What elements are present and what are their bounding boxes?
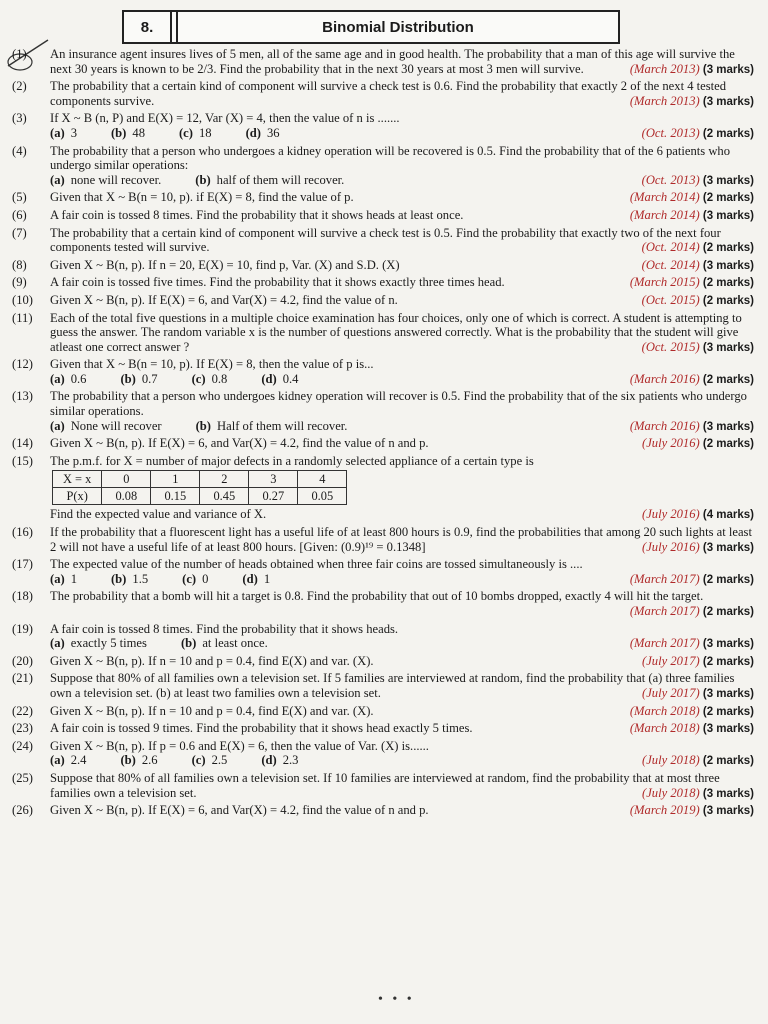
option-key: (a) — [50, 371, 65, 386]
question-text: The probability that a certain kind of component will survive a check test is 0.6. Find the probability that exactly 2 of the next 4 tested components survive. (March 2013) (3 marks) — [50, 79, 754, 108]
question-number: (1) — [12, 47, 27, 61]
marks-label: (3 marks) — [702, 805, 754, 818]
question-item — [0, 226, 768, 256]
marks-label: (3 marks) — [702, 174, 754, 187]
option-key: (b) — [120, 753, 136, 768]
exam-reference — [624, 704, 754, 720]
marks-label: (3 marks) — [702, 687, 754, 700]
answer-options — [50, 419, 754, 435]
option-value: 18 — [198, 125, 212, 140]
exam-session: (March 2017) — [629, 571, 700, 586]
answer-option — [182, 572, 208, 588]
question-number: (19) — [12, 621, 33, 636]
question-item — [0, 208, 768, 224]
answer-option — [179, 126, 212, 142]
question-text: Given X ~ B(n, p). If E(X) = 6, and Var(X) = 4.2, find the value of n and p. (March 2019) (3 marks) — [50, 803, 754, 818]
exam-reference — [636, 258, 754, 274]
pmf-row-p — [53, 488, 347, 505]
question-text: A fair coin is tossed 8 times. Find the probability that it shows heads. — [50, 621, 399, 636]
exam-session: (July 2017) — [642, 653, 700, 668]
question-item — [0, 79, 768, 109]
answer-option — [261, 372, 298, 388]
marks-label: (3 marks) — [702, 638, 754, 651]
question-text: A fair coin is tossed five times. Find the probability that it shows exactly three times head. (March 2015) (2 marks) — [50, 275, 754, 290]
question-text: Suppose that 80% of all families own a television set. If 5 families are interviewed at random, find the probability that (a) three families own a television set. (b) at least two families own a television set. (July 2017) (3 marks) — [50, 671, 754, 700]
pmf-cell-x: 0 — [102, 471, 151, 488]
marks-label: (3 marks) — [702, 259, 754, 272]
exam-reference — [636, 436, 754, 452]
question-item — [0, 721, 768, 737]
question-text: The probability that a bomb will hit a target is 0.8. Find the probability that out of 10 bombs dropped, exactly 4 will hit the target. (March 2017) (2 marks) — [50, 589, 754, 618]
marks-label: (2 marks) — [702, 277, 754, 290]
chapter-title: Binomial Distribution — [322, 18, 474, 36]
exam-session: (March 2013) — [629, 61, 700, 76]
answer-option — [192, 372, 228, 388]
question-text: The probability that a person who undergoes kidney operation will recover is 0.5. Find the probability that of the six patients who undergo similar operations. — [50, 389, 747, 419]
marks-label: (2 marks) — [702, 192, 754, 205]
option-value: 1 — [263, 571, 271, 586]
option-key: (b) — [180, 636, 197, 651]
marks-label: (3 marks) — [702, 420, 754, 433]
option-value: at least once. — [202, 636, 268, 651]
answer-option — [50, 572, 77, 588]
exam-reference — [624, 208, 754, 224]
exam-reference — [624, 190, 754, 206]
exam-session: (March 2014) — [629, 207, 700, 222]
question-item — [0, 111, 768, 141]
question-text — [50, 454, 754, 469]
exam-reference — [624, 572, 754, 588]
question-number: (11) — [12, 310, 33, 325]
question-number: (16) — [12, 525, 33, 540]
exam-reference — [636, 293, 754, 309]
option-key: (a) — [50, 125, 65, 140]
question-item — [0, 671, 768, 701]
answer-option — [50, 636, 147, 652]
question-text: The probability that a certain kind of component will survive a check test is 0.5. Find the probability that exactly two of the next four components tested will survive. (Oct. 2014) (2 marks) — [50, 225, 754, 255]
question-item — [0, 47, 768, 77]
answer-option — [50, 753, 86, 769]
option-value: 0.4 — [282, 371, 299, 386]
question-list — [0, 47, 768, 821]
exam-session: (March 2019) — [629, 803, 700, 818]
option-key: (d) — [245, 125, 261, 140]
marks-label: (2 marks) — [702, 438, 754, 451]
answer-options — [50, 636, 754, 652]
answer-option — [111, 572, 148, 588]
exam-reference — [624, 721, 754, 737]
marks-label: (2 marks) — [702, 242, 754, 255]
exam-session: (July 2017) — [642, 685, 700, 700]
question-text: Suppose that 80% of all families own a television set. If 10 families are interviewed at random, find the probability that at most three families own a television set. (July 2018) (3 marks) — [50, 770, 754, 800]
exam-reference — [636, 507, 754, 523]
pmf-cell-p: 0.08 — [102, 488, 151, 505]
marks-label: (2 marks) — [702, 373, 754, 386]
marks-label: (3 marks) — [702, 95, 754, 108]
option-key: (b) — [110, 125, 127, 140]
question-number: (26) — [12, 803, 33, 818]
question-text: Each of the total five questions in a multiple choice examination has four choices, only one of which is correct. A student is attempting to guess the answer. The random variable x is the number of questions answered correctly. What is the probability that the student will give atleast one correct answer ? (Oct. 2015) (3 marks) — [50, 310, 754, 354]
exam-session: (March 2016) — [629, 371, 700, 386]
option-key: (b) — [195, 418, 212, 433]
question-number: (15) — [12, 453, 33, 468]
answer-option — [120, 372, 157, 388]
exam-session: (Oct. 2014) — [641, 257, 700, 272]
exam-reference — [636, 340, 754, 356]
answer-options — [50, 372, 754, 388]
answer-option — [196, 419, 348, 435]
question-number: (9) — [12, 275, 27, 290]
option-value: 48 — [132, 125, 145, 140]
option-value: 2.5 — [211, 753, 228, 768]
answer-option — [261, 753, 298, 769]
exam-reference — [636, 173, 754, 189]
exam-session: (July 2018) — [642, 753, 700, 768]
exam-session: (Oct. 2014) — [641, 240, 700, 255]
answer-option — [111, 126, 145, 142]
option-key: (a) — [50, 172, 65, 187]
option-key: (c) — [178, 125, 193, 140]
exam-session: (July 2018) — [642, 785, 700, 800]
marks-label: (4 marks) — [702, 509, 754, 522]
option-value: 0.7 — [141, 371, 158, 386]
option-key: (d) — [242, 571, 258, 586]
question-number: (12) — [12, 357, 33, 372]
option-value: 0.8 — [211, 371, 228, 386]
question-text: An insurance agent insures lives of 5 men, all of the same age and in good health. The probability that a man of this age will survive the next 30 years is known to be 2/3. Find the probability that in the next 30 years at most 3 men will survive. (March 2013) (3 marks) — [50, 47, 754, 76]
answer-options — [50, 572, 754, 588]
exam-session: (March 2018) — [629, 721, 700, 736]
question-item — [0, 739, 768, 769]
answer-option — [195, 173, 344, 189]
question-text: Given X ~ B(n, p). If n = 20, E(X) = 10, find p, Var. (X) and S.D. (X) (Oct. 2014) (3 marks) — [50, 257, 754, 272]
end-marker: • • • — [378, 992, 415, 1007]
question-number: (20) — [12, 653, 33, 668]
option-key: (a) — [50, 418, 65, 433]
option-value: 36 — [266, 125, 280, 140]
question-item — [0, 589, 768, 619]
option-key: (b) — [110, 571, 127, 586]
option-key: (c) — [182, 571, 197, 586]
pmf-row-x — [53, 471, 347, 488]
option-value: 2.3 — [282, 753, 299, 768]
marks-label: (3 marks) — [702, 209, 754, 222]
marks-label: (2 marks) — [702, 294, 754, 307]
marks-label: (3 marks) — [702, 723, 754, 736]
question-number: (13) — [12, 389, 33, 404]
answer-option — [246, 126, 280, 142]
pmf-cell-x: 4 — [298, 471, 347, 488]
answer-option — [242, 572, 270, 588]
question-text: A fair coin is tossed 8 times. Find the probability that it shows heads at least once. (March 2014) (3 marks) — [50, 207, 754, 222]
pmf-cell-p: 0.15 — [151, 488, 200, 505]
answer-options — [50, 753, 754, 769]
pmf-header-p: P(x) — [53, 488, 102, 505]
question-text: Given that X ~ B(n = 10, p). If E(X) = 8, then the value of p is... — [50, 357, 374, 372]
question-item — [0, 275, 768, 291]
chapter-number: 8. — [124, 12, 172, 42]
answer-option — [50, 372, 86, 388]
option-key: (d) — [261, 753, 277, 768]
question-number: (22) — [12, 703, 33, 718]
option-value: 0.6 — [70, 371, 87, 386]
answer-option — [120, 753, 157, 769]
answer-option — [50, 419, 162, 435]
question-number: (24) — [12, 738, 33, 753]
exam-session: (March 2013) — [629, 93, 700, 108]
answer-option — [50, 173, 161, 189]
question-item — [0, 557, 768, 587]
question-number: (7) — [12, 225, 27, 240]
marks-label: (3 marks) — [702, 541, 754, 554]
exam-session: (July 2016) — [642, 436, 700, 451]
question-number: (10) — [12, 292, 33, 307]
exam-session: (March 2015) — [629, 275, 700, 290]
exam-session: (Oct. 2015) — [641, 339, 700, 354]
question-number: (2) — [12, 79, 27, 94]
option-key: (b) — [195, 172, 211, 187]
option-value: 0 — [202, 571, 209, 586]
option-value: none will recover. — [70, 172, 162, 187]
option-value: 1.5 — [132, 571, 149, 586]
exam-session: (March 2016) — [629, 418, 700, 433]
answer-option — [192, 753, 228, 769]
option-value: Half of them will recover. — [217, 418, 348, 433]
question-prompt: The p.m.f. for X = number of major defects in a randomly selected appliance of a certain type is — [50, 453, 534, 468]
exam-reference — [636, 686, 754, 702]
question-number: (5) — [12, 190, 27, 205]
option-value: 3 — [70, 125, 77, 140]
question-number: (8) — [12, 257, 27, 272]
question-item — [0, 144, 768, 189]
exam-session: (March 2017) — [629, 604, 700, 618]
question-text: A fair coin is tossed 9 times. Find the probability that it shows head exactly 5 times. (March 2018) (3 marks) — [50, 721, 754, 736]
question-item — [0, 525, 768, 555]
option-key: (c) — [191, 753, 206, 768]
exam-session: (July 2016) — [642, 539, 700, 554]
question-number: (23) — [12, 721, 33, 736]
pmf-header-x: X = x — [53, 471, 102, 488]
question-item — [0, 389, 768, 434]
marks-label: (2 marks) — [702, 127, 754, 140]
pmf-cell-p: 0.05 — [298, 488, 347, 505]
marks-label: (3 marks) — [702, 63, 754, 76]
answer-option — [181, 636, 268, 652]
option-key: (a) — [50, 753, 65, 768]
marks-label: (3 marks) — [702, 341, 754, 354]
question-number: (18) — [12, 589, 33, 604]
question-item — [0, 357, 768, 387]
answer-options — [50, 173, 754, 189]
question-item — [0, 311, 768, 356]
question-followup: Find the expected value and variance of X. — [50, 507, 267, 522]
exam-reference — [636, 240, 754, 256]
exam-reference — [624, 275, 754, 291]
question-number: (3) — [12, 111, 27, 126]
question-text: Given X ~ B(n, p). If E(X) = 6, and Var(X) = 4.2, find the value of n. (Oct. 2015) (2 marks) — [50, 292, 754, 307]
exam-session: (Oct. 2013) — [641, 125, 700, 140]
exam-session: (Oct. 2015) — [641, 292, 700, 307]
pmf-cell-p: 0.27 — [249, 488, 298, 505]
exam-session: (March 2018) — [629, 703, 700, 718]
option-value: exactly 5 times — [70, 636, 147, 651]
question-number: (14) — [12, 436, 33, 451]
exam-reference — [624, 372, 754, 388]
exam-reference — [636, 654, 754, 670]
question-number: (25) — [12, 770, 33, 785]
pmf-cell-x: 3 — [249, 471, 298, 488]
option-key: (b) — [120, 371, 136, 386]
marks-label: (2 marks) — [702, 655, 754, 668]
question-text: Given X ~ B(n, p). If n = 10 and p = 0.4, find E(X) and var. (X). (July 2017) (2 marks) — [50, 653, 754, 668]
option-key: (a) — [50, 571, 65, 586]
question-text: The expected value of the number of heads obtained when three fair coins are tossed simultaneously is .... — [50, 557, 583, 572]
answer-option — [50, 126, 77, 142]
question-item — [0, 436, 768, 452]
option-value: 2.4 — [70, 753, 87, 768]
exam-reference — [624, 636, 754, 652]
question-number: (6) — [12, 207, 27, 222]
question-text: Given X ~ B(n, p). If p = 0.6 and E(X) = 6, then the value of Var. (X) is...... — [50, 738, 429, 753]
pmf-cell-p: 0.45 — [200, 488, 249, 505]
exam-reference — [624, 419, 754, 435]
question-item — [0, 771, 768, 801]
exam-reference — [636, 540, 754, 556]
exam-reference — [624, 803, 754, 819]
pmf-cell-x: 1 — [151, 471, 200, 488]
question-item — [0, 190, 768, 206]
question-item — [0, 654, 768, 670]
pmf-table — [52, 470, 347, 505]
question-number: (4) — [12, 143, 27, 158]
exam-session: (March 2014) — [629, 190, 700, 205]
option-key: (d) — [261, 371, 277, 386]
exam-reference — [636, 126, 754, 142]
question-text: If X ~ B (n, P) and E(X) = 12, Var (X) = 4, then the value of n is ....... — [50, 111, 400, 126]
question-text: Given X ~ B(n, p). If n = 10 and p = 0.4, find E(X) and var. (X). (March 2018) (2 marks) — [50, 703, 754, 718]
exam-reference — [636, 786, 754, 802]
marks-label: (2 marks) — [702, 606, 754, 618]
marks-label: (2 marks) — [702, 573, 754, 586]
question-text: If the probability that a fluorescent light has a useful life of at least 800 hours is 0.9, find the probabilities that among 20 such lights at least 2 will not have a useful life of at least 800 hours. [Given: (0.9)¹⁹ = 0.1348] (July 2016) (3 marks) — [50, 525, 754, 554]
option-value: 1 — [70, 571, 77, 586]
question-item — [0, 803, 768, 819]
exam-session: (July 2016) — [642, 507, 700, 522]
chapter-header — [122, 10, 620, 44]
question-number: (17) — [12, 557, 33, 572]
marks-label: (2 marks) — [702, 705, 754, 718]
question-text: The probability that a person who undergoes a kidney operation will be recovered is 0.5. Find the probability that of the 6 patients who undergo similar operations: — [50, 143, 731, 173]
exam-session: (March 2017) — [629, 636, 700, 651]
option-value: None will recover — [70, 418, 162, 433]
option-value: half of them will recover. — [216, 172, 345, 187]
question-number: (21) — [12, 671, 33, 686]
option-key: (a) — [50, 636, 65, 651]
answer-options — [50, 126, 754, 142]
question-text: Given that X ~ B(n = 10, p). if E(X) = 8, find the value of p. (March 2014) (2 marks) — [50, 190, 754, 205]
marks-label: (2 marks) — [702, 755, 754, 768]
exam-reference — [624, 604, 754, 620]
question-item — [0, 454, 768, 523]
question-item — [0, 622, 768, 652]
question-text: Given X ~ B(n, p). If E(X) = 6, and Var(X) = 4.2, find the value of n and p. (July 2016) (2 marks) — [50, 436, 754, 451]
question-item — [0, 704, 768, 720]
exam-reference — [624, 94, 754, 110]
pmf-cell-x: 2 — [200, 471, 249, 488]
option-value: 2.6 — [141, 753, 158, 768]
exam-reference — [624, 62, 754, 78]
marks-label: (3 marks) — [702, 787, 754, 800]
question-item — [0, 258, 768, 274]
exam-session: (Oct. 2013) — [641, 172, 700, 187]
exam-reference — [636, 753, 754, 769]
option-key: (c) — [191, 371, 206, 386]
question-item — [0, 293, 768, 309]
